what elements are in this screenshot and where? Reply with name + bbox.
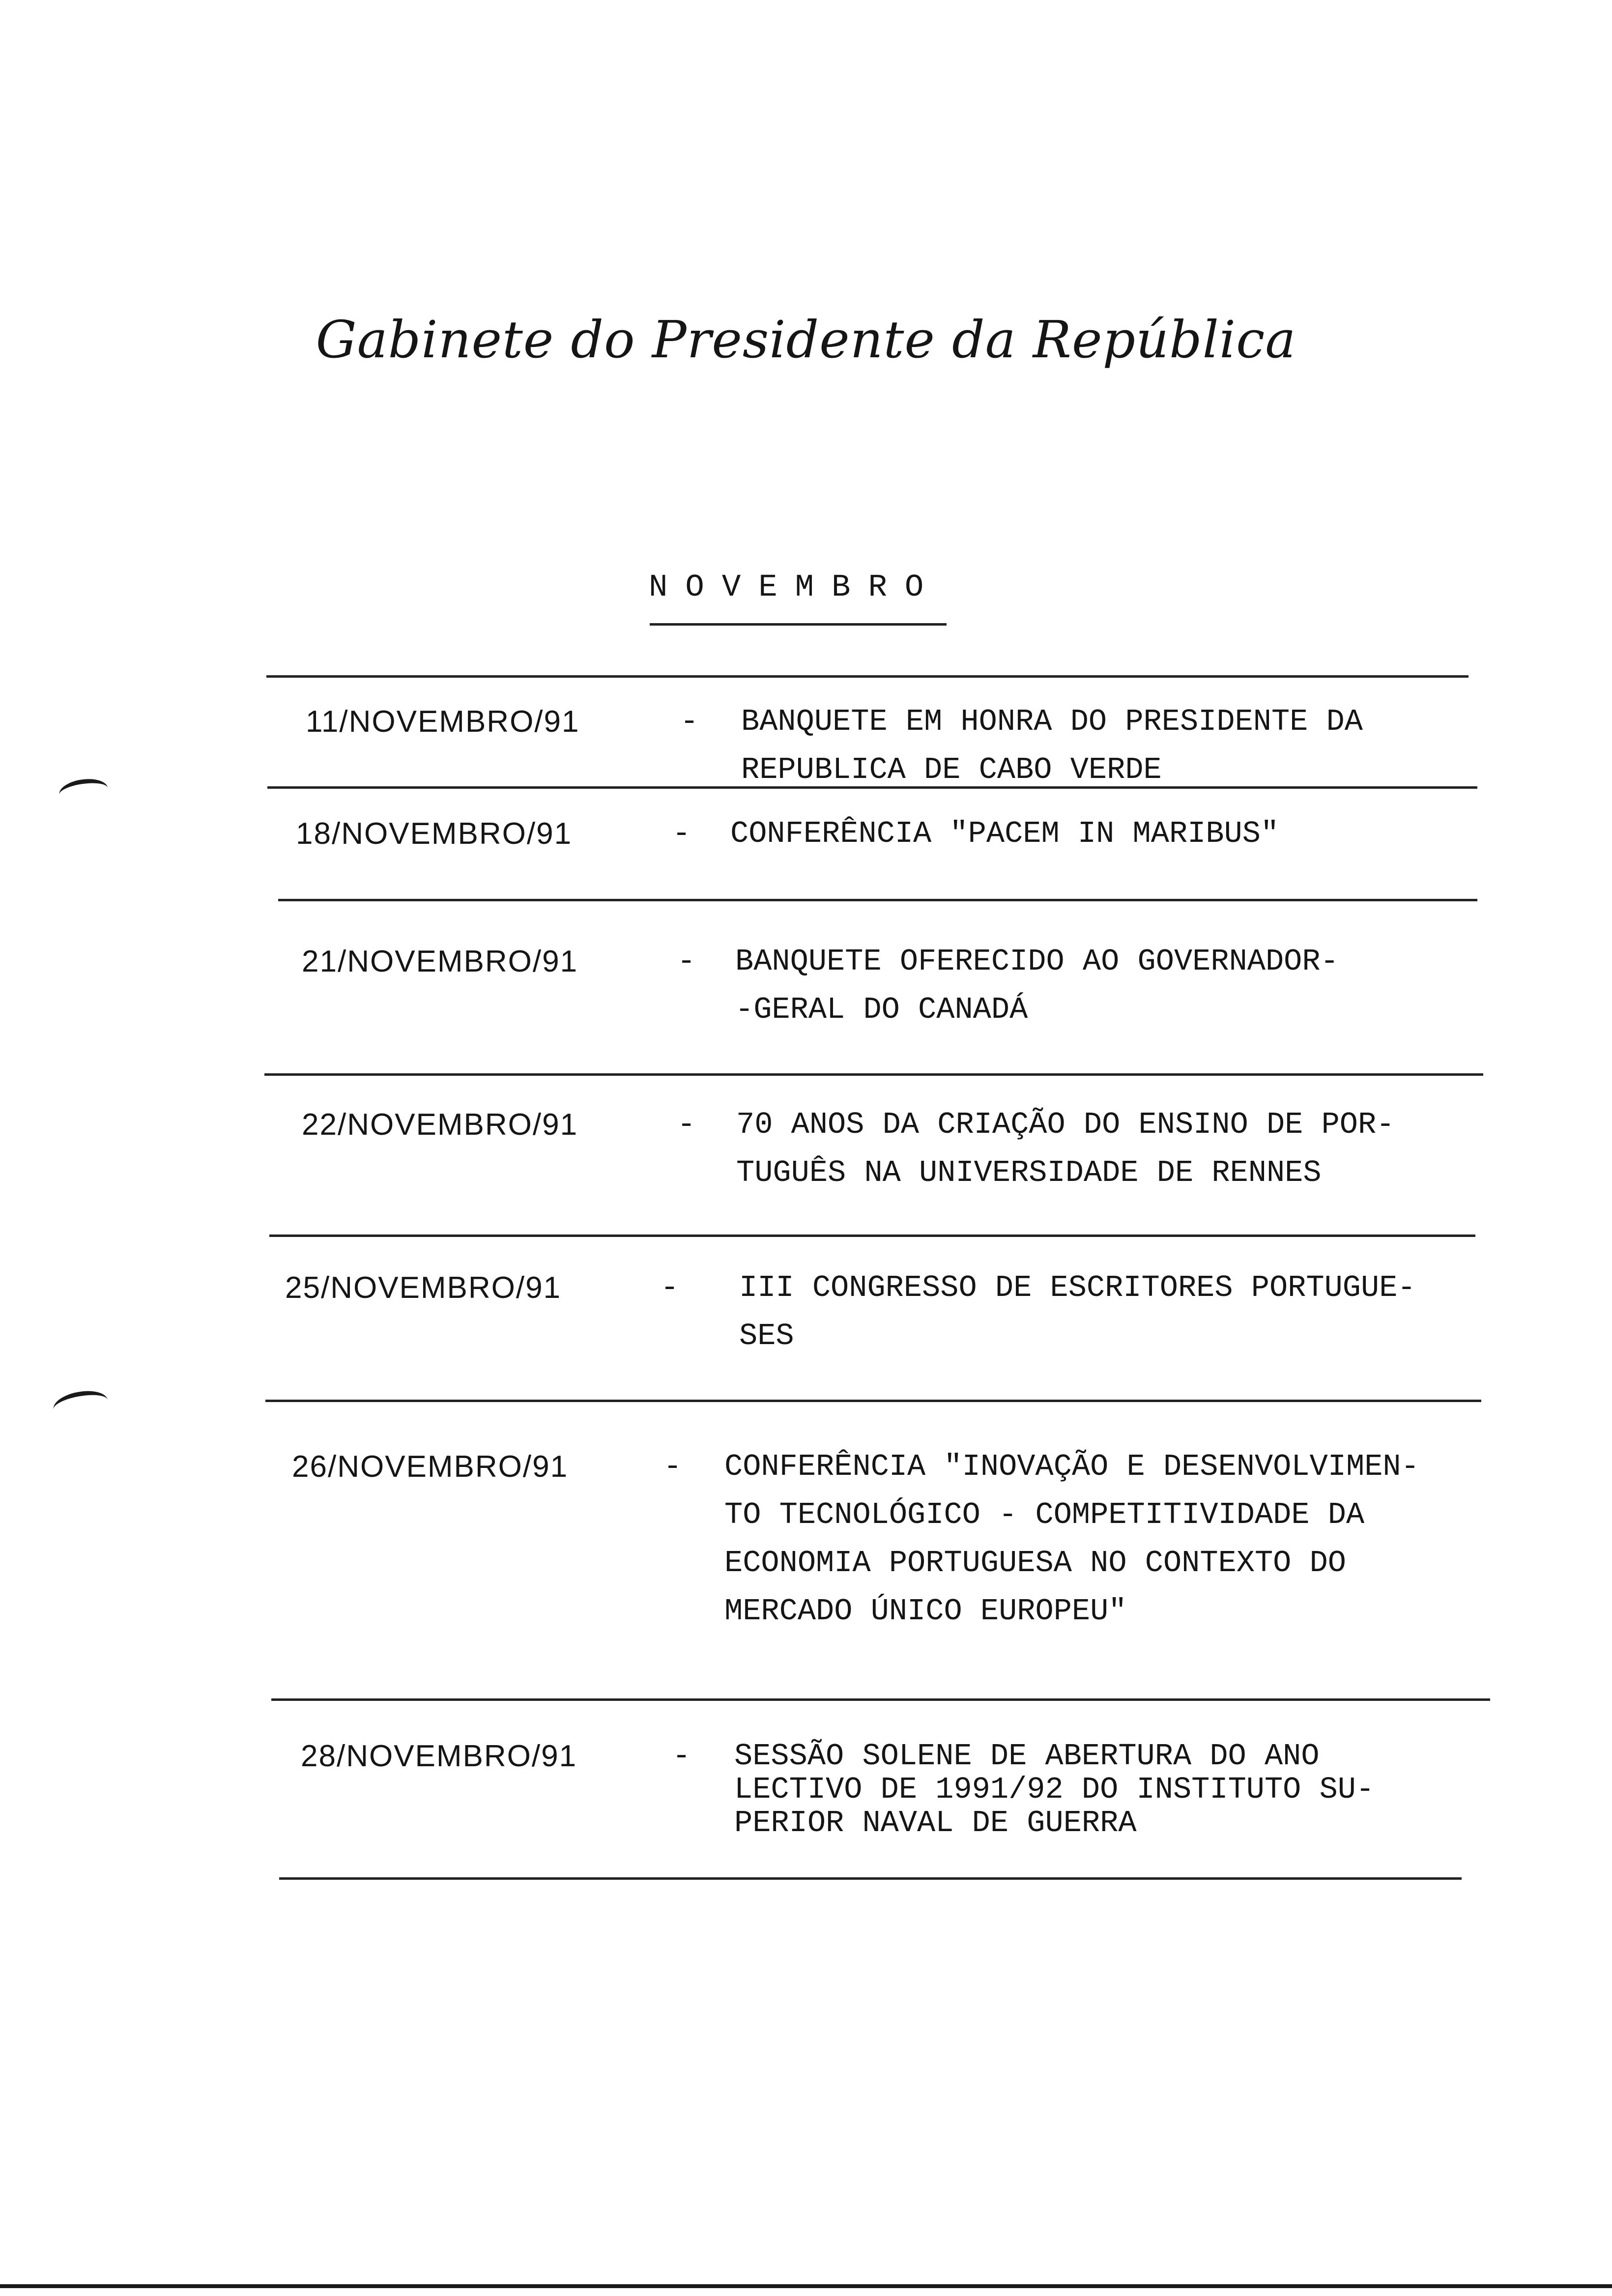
- entry-date: 22/NOVEMBRO/91: [302, 1108, 578, 1142]
- entry-description: [739, 1264, 1416, 1360]
- entry-description-line: BANQUETE OFERECIDO AO GOVERNADOR-: [735, 944, 1339, 979]
- row-divider: [279, 1877, 1462, 1880]
- entry-dash: -: [672, 816, 691, 851]
- entry-description-line: ECONOMIA PORTUGUESA NO CONTEXTO DO: [724, 1546, 1347, 1580]
- entry-description-line: LECTIVO DE 1991/92 DO INSTITUTO SU-: [734, 1772, 1375, 1807]
- row-divider: [266, 675, 1468, 678]
- entry-dash: -: [663, 1449, 682, 1484]
- entry-date: 18/NOVEMBRO/91: [296, 817, 573, 851]
- entry-description: [736, 1101, 1394, 1197]
- entry-description-line: BANQUETE EM HONRA DO PRESIDENTE DA: [741, 704, 1363, 739]
- punch-hole-mark: [51, 1387, 110, 1423]
- row-divider: [278, 899, 1477, 901]
- entry-description-line: SESSÃO SOLENE DE ABERTURA DO ANO: [734, 1739, 1320, 1774]
- entry-description-line: REPUBLICA DE CABO VERDE: [741, 752, 1162, 787]
- letterhead-title: Gabinete do Presidente da República: [316, 310, 1296, 370]
- month-heading-underline: [650, 623, 947, 626]
- entry-description: [741, 698, 1363, 794]
- entry-dash: -: [680, 704, 699, 739]
- entry-description: [724, 1443, 1419, 1636]
- row-divider: [264, 1073, 1483, 1076]
- entry-description-line: -GERAL DO CANADÁ: [735, 992, 1028, 1027]
- entry-description-line: CONFERÊNCIA "INOVAÇÃO E DESENVOLVIMEN-: [724, 1449, 1419, 1484]
- entry-description-line: 70 ANOS DA CRIAÇÃO DO ENSINO DE POR-: [736, 1107, 1395, 1142]
- entry-description: [735, 938, 1339, 1034]
- row-divider: [271, 1698, 1490, 1701]
- entry-description: [734, 1740, 1374, 1840]
- month-heading: NOVEMBRO: [649, 570, 942, 605]
- scan-bottom-edge: [0, 2284, 1612, 2288]
- entry-date: 21/NOVEMBRO/91: [302, 945, 578, 978]
- entry-description-line: CONFERÊNCIA "PACEM IN MARIBUS": [730, 816, 1279, 851]
- row-divider: [265, 1400, 1481, 1402]
- row-divider: [269, 1234, 1475, 1237]
- entry-dash: -: [677, 944, 696, 979]
- entry-description-line: TUGUÊS NA UNIVERSIDADE DE RENNES: [736, 1155, 1322, 1190]
- entry-description: [730, 810, 1279, 858]
- entry-description-line: III CONGRESSO DE ESCRITORES PORTUGUE-: [739, 1270, 1416, 1305]
- entry-description-line: PERIOR NAVAL DE GUERRA: [734, 1806, 1137, 1840]
- entry-date: 26/NOVEMBRO/91: [292, 1450, 569, 1484]
- entry-description-line: TO TECNOLÓGICO - COMPETITIVIDADE DA: [724, 1497, 1365, 1532]
- entry-date: 28/NOVEMBRO/91: [301, 1739, 577, 1773]
- entry-date: 25/NOVEMBRO/91: [285, 1271, 562, 1305]
- entry-date: 11/NOVEMBRO/91: [306, 705, 580, 739]
- entry-description-line: SES: [739, 1319, 794, 1353]
- entry-dash: -: [661, 1270, 679, 1305]
- entry-dash: -: [672, 1739, 691, 1774]
- entry-description-line: MERCADO ÚNICO EUROPEU": [724, 1594, 1127, 1629]
- punch-hole-mark: [58, 776, 110, 806]
- entry-dash: -: [677, 1107, 696, 1142]
